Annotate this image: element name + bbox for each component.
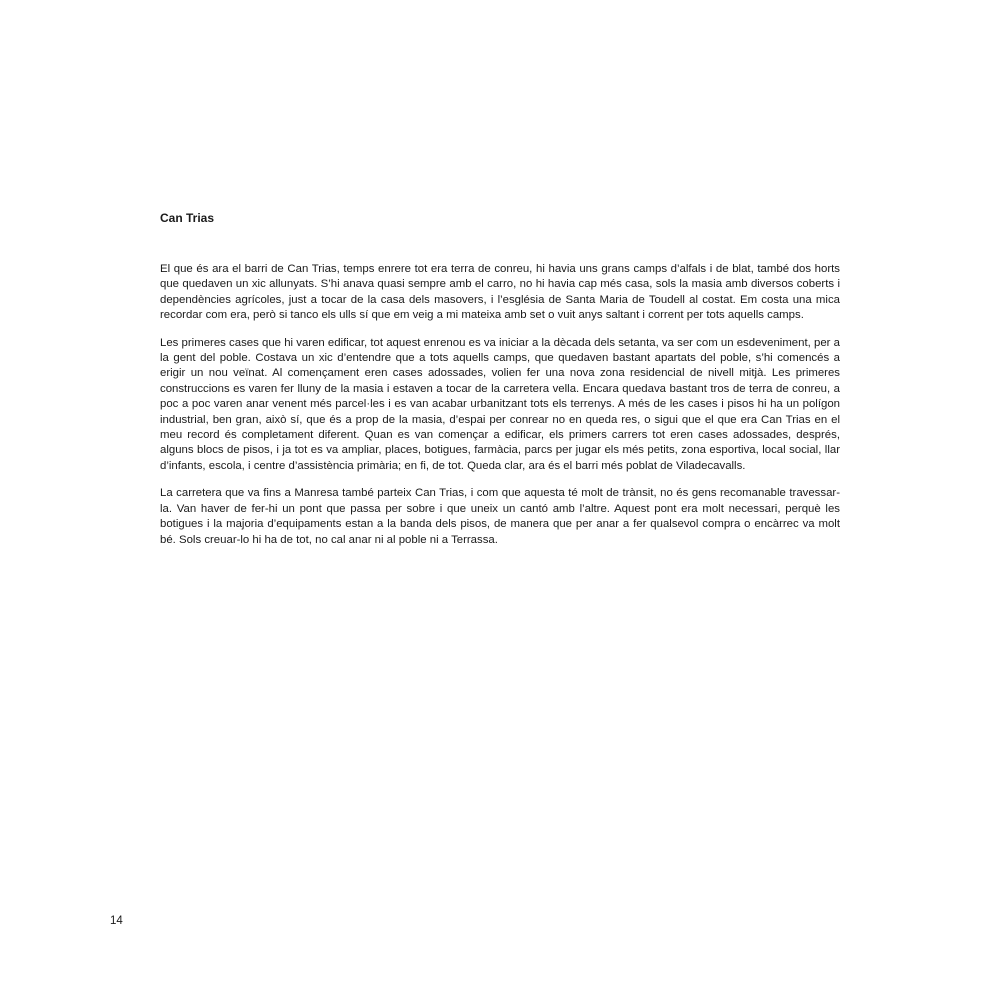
paragraph-1: El que és ara el barri de Can Trias, temps enrere tot era terra de conreu, hi havia uns grans camps d’alfals i de blat, també dos horts que quedaven un xic allunyats. S’hi anava quasi sempre amb el carro, no hi havia cap més casa, sols la masia amb diversos coberts i dependències agrícoles, just a tocar de la casa dels masovers, i l’església de Santa Maria de Toudell al costat. Em costa una mica recordar com era, però si tanco els ulls sí que em veig a mi mateixa amb set o vuit anys saltant i corrent per tots aquells camps. <box>160 263 840 322</box>
body-text <box>160 262 840 560</box>
section-title: Can Trias <box>160 211 215 225</box>
page-number: 14 <box>110 915 123 927</box>
paragraph-2: Les primeres cases que hi varen edificar, tot aquest enrenou es va iniciar a la dècada dels setanta, va ser com un esdeveniment, per a la gent del poble. Costava un xic d’entendre que a tots aquells camps, que quedaven bastant apartats del poble, s’hi comencés a erigir un nou veïnat. Al començament eren cases adossades, volien fer una nova zona residencial de nivell mitjà. Les primeres construccions es varen fer lluny de la masia i estaven a tocar de la carretera vella. Encara quedava bastant tros de terra de conreu, a poc a poc varen anar venent més parcel·les i es van acabar urbanitzant tots els terrenys. A més de les cases i pisos hi ha un polígon industrial, ben gran, això sí, que és a prop de la masia, d’espai per conrear no en queda res, o sigui que el que era Can Trias en el meu record és completament diferent. Quan es van començar a edificar, els primers carrers tot eren cases adossades, després, alguns blocs de pisos, i ja tot es va ampliar, places, botigues, farmàcia, parcs per jugar els més petits, zona esportiva, local social, llar d’infants, escola, i centre d’assistència primària; en fi, de tot. Queda clar, ara és el barri més poblat de Viladecavalls. <box>160 336 840 472</box>
paragraph-3: La carretera que va fins a Manresa també parteix Can Trias, i com que aquesta té molt de trànsit, no és gens recomanable travessar-la. Van haver de fer-hi un pont que passa per sobre i que uneix un cantó amb l’altre. Aquest pont era molt necessari, perquè les botigues i la majoria d’equipaments estan a la banda dels pisos, de manera que per anar a fer qualsevol compra o encàrrec va molt bé. Sols creuar-lo hi ha de tot, no cal anar ni al poble ni a Terrassa. <box>160 487 840 546</box>
